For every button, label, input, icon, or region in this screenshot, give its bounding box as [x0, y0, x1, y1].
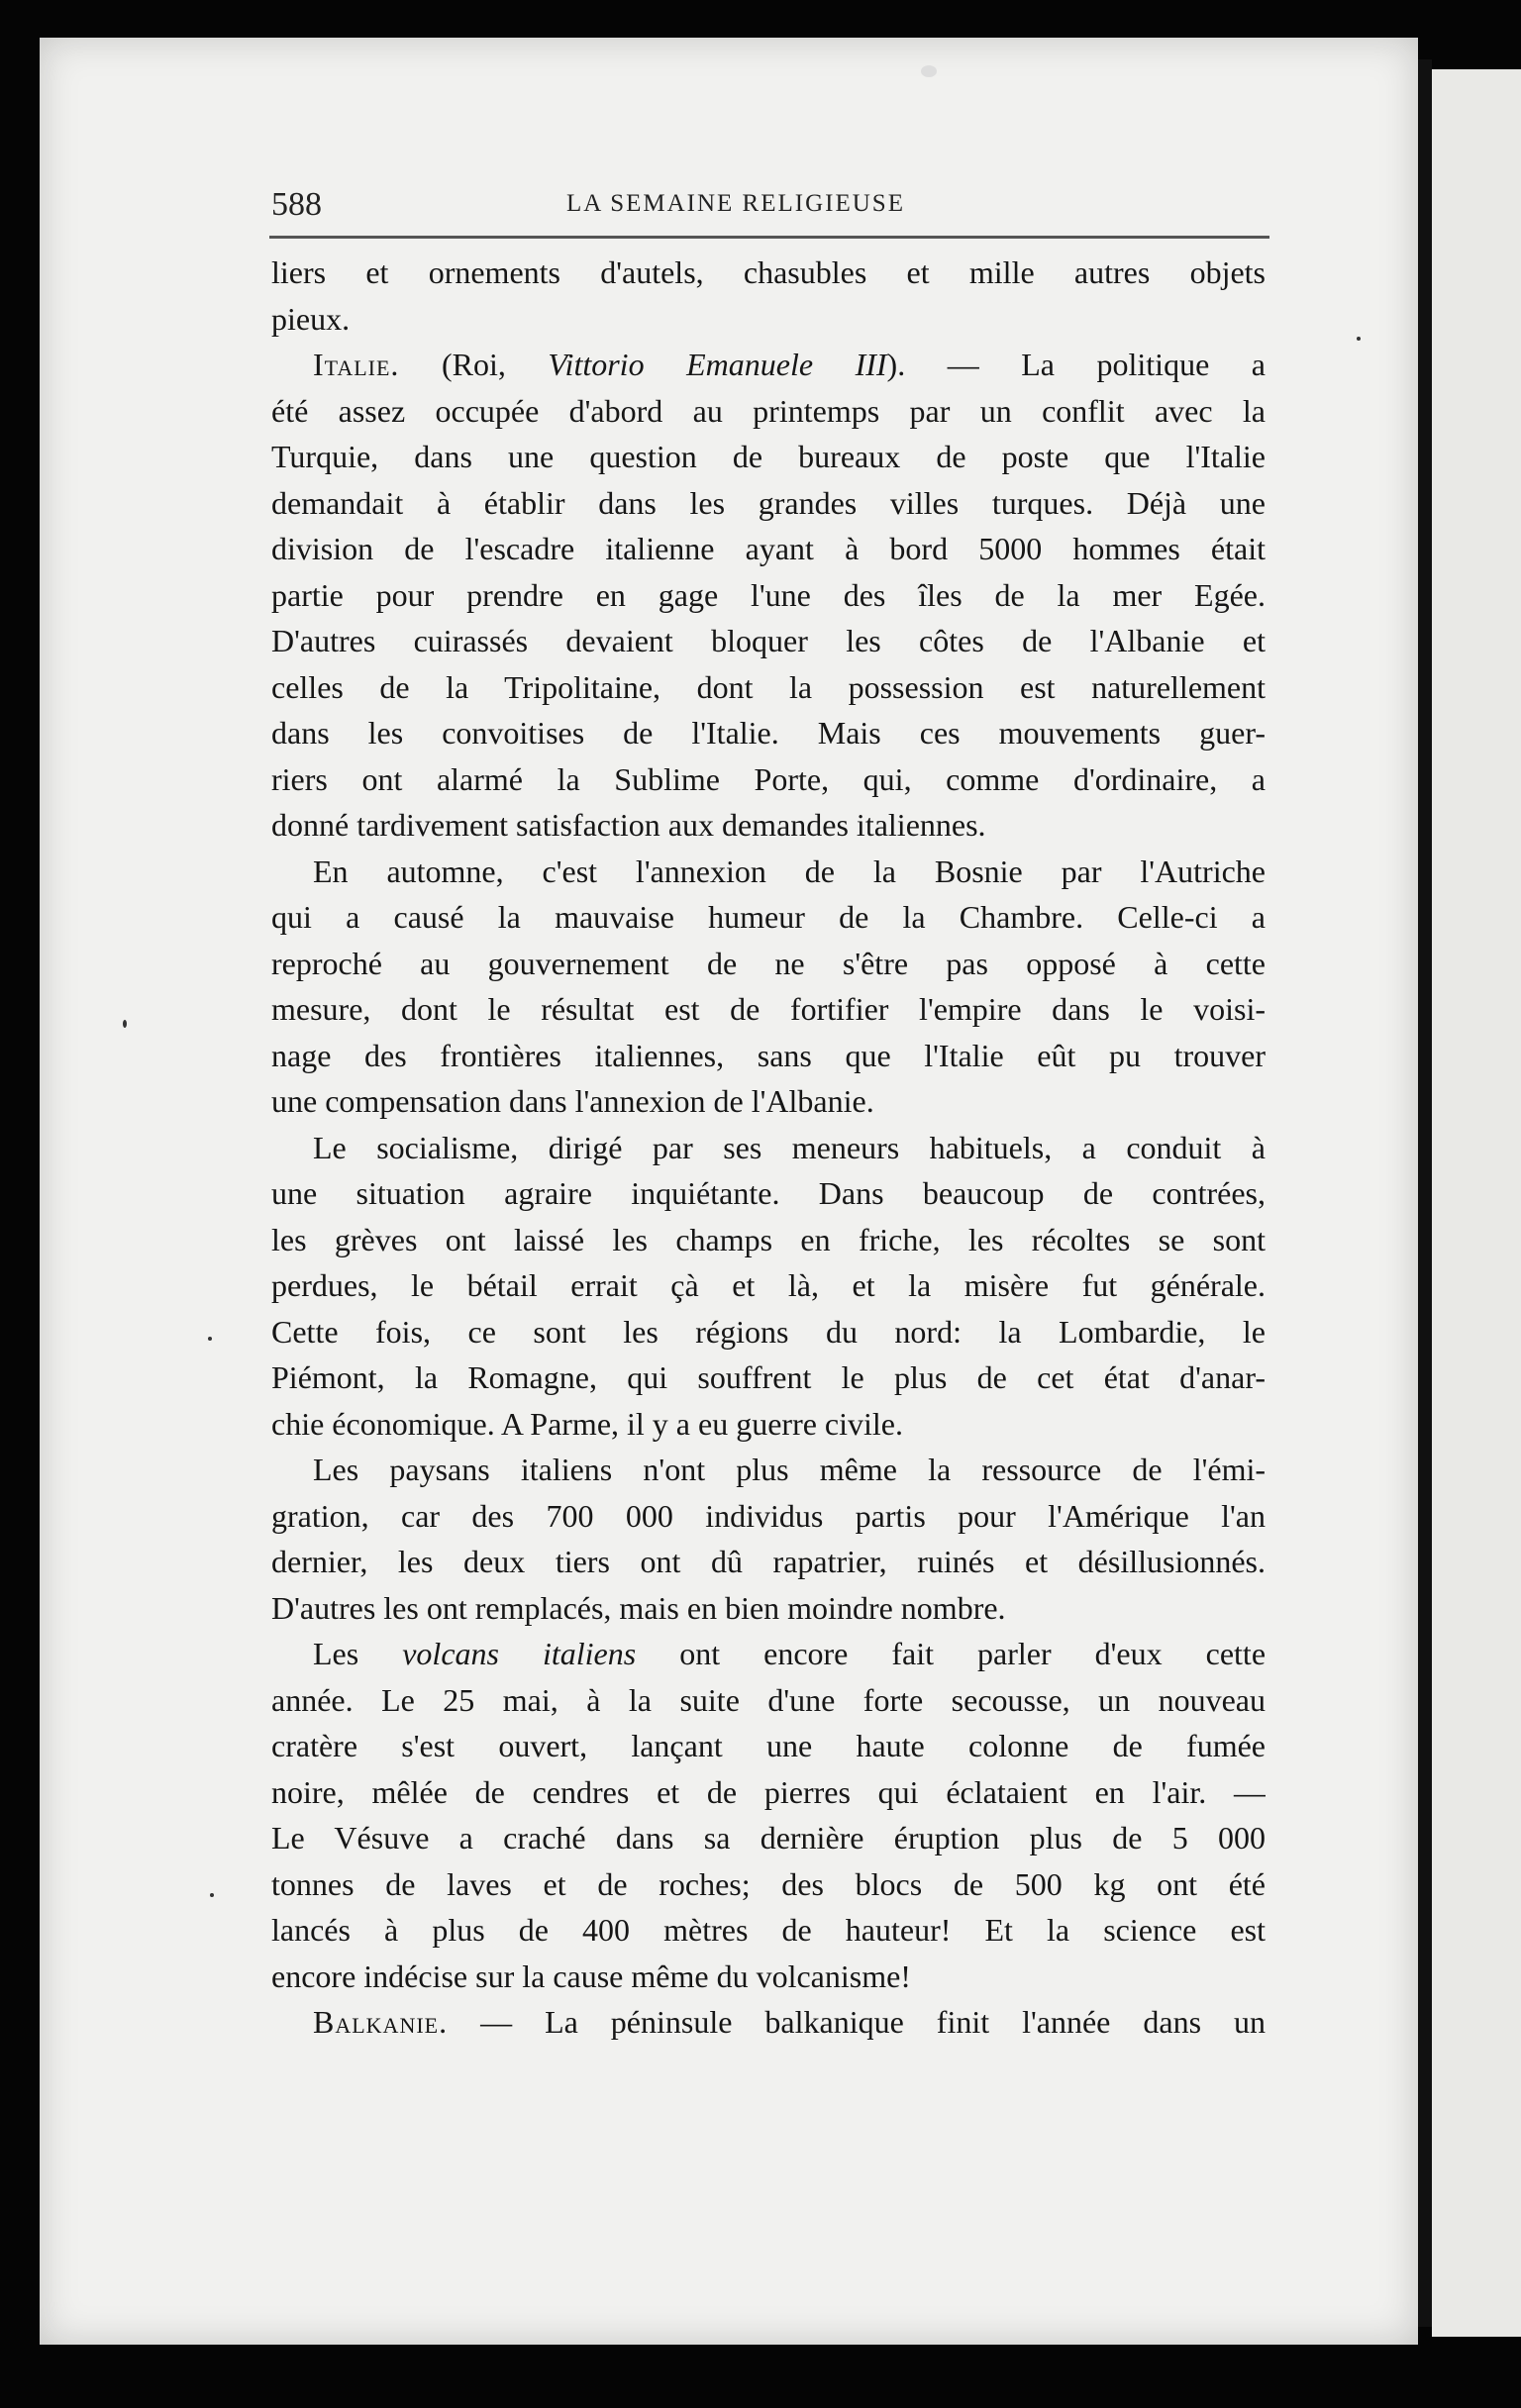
scan-speck: [208, 1337, 212, 1341]
text-line: En automne, c'est l'annexion de la Bosnie par l'Autriche: [313, 853, 1266, 889]
text-line: une situation agraire inquiétante. Dans beaucoup de contrées,: [271, 1175, 1266, 1211]
text-line: [271, 1999, 1266, 2046]
body-text: [271, 250, 1266, 2046]
text-line: encore indécise sur la cause même du volcanisme!: [271, 1957, 911, 1994]
scan-speck: [123, 1020, 127, 1028]
text-line: perdues, le bétail errait çà et là, et la misère fut générale.: [271, 1267, 1266, 1303]
text-line: dernier, les deux tiers ont dû rapatrier, ruinés et désillusionnés.: [271, 1544, 1266, 1579]
text-line: pieux.: [271, 300, 351, 337]
text-line: demandait à établir dans les grandes villes turques. Déjà une: [271, 484, 1266, 521]
text-line: D'autres les ont remplacés, mais en bien moindre nombre.: [271, 1589, 1006, 1626]
section-heading: Balkanie.: [313, 2004, 449, 2040]
scan-speck: [921, 65, 937, 77]
text-line: [271, 1631, 1266, 1677]
text-line: Turquie, dans une question de bureaux de poste que l'Italie: [271, 439, 1266, 474]
text-line: dans les convoitises de l'Italie. Mais ces mouvements guer-: [271, 715, 1266, 751]
text-line: partie pour prendre en gage l'une des îles de la mer Egée.: [271, 576, 1266, 613]
text-fragment: ). — La politique a: [886, 347, 1266, 382]
text-line: Cette fois, ce sont les régions du nord: la Lombardie, le: [271, 1313, 1266, 1350]
text-line: reproché au gouvernement de ne s'être pas opposé à cette: [271, 945, 1266, 981]
text-line: tonnes de laves et de roches; des blocs de 500 kg ont été: [271, 1865, 1266, 1902]
scan-speck: [210, 1893, 214, 1897]
text-line: lancés à plus de 400 mètres de hauteur! Et la science est: [271, 1912, 1266, 1948]
text-line: liers et ornements d'autels, chasubles et mille autres objets: [271, 254, 1266, 290]
text-line: [271, 342, 1266, 388]
text-line: D'autres cuirassés devaient bloquer les côtes de l'Albanie et: [271, 623, 1266, 658]
text-line: gration, car des 700 000 individus partis pour l'Amérique l'an: [271, 1497, 1266, 1534]
adjacent-page-edge: [1432, 69, 1521, 2337]
text-line: qui a causé la mauvaise humeur de la Chambre. Celle-ci a: [271, 899, 1266, 935]
text-line: les grèves ont laissé les champs en friche, les récoltes se sont: [271, 1221, 1266, 1257]
text-line: donné tardivement satisfaction aux demandes italiennes.: [271, 807, 986, 843]
text-line: division de l'escadre italienne ayant à bord 5000 hommes était: [271, 531, 1266, 566]
text-fragment: — La péninsule balkanique finit l'année dans un: [448, 2004, 1266, 2040]
running-title: LA SEMAINE RELIGIEUSE: [566, 190, 905, 217]
page-number: 588: [271, 186, 322, 223]
text-line: mesure, dont le résultat est de fortifier l'empire dans le voisi-: [271, 991, 1266, 1027]
italic-phrase: volcans italiens: [402, 1636, 637, 1671]
text-line: celles de la Tripolitaine, dont la possession est naturellement: [271, 668, 1266, 705]
page-gutter: [1418, 59, 1432, 2327]
scan-speck: [1357, 337, 1361, 341]
text-line: été assez occupée d'abord au printemps par un conflit avec la: [271, 392, 1266, 429]
text-line: une compensation dans l'annexion de l'Albanie.: [271, 1083, 874, 1119]
header-rule: [269, 236, 1269, 239]
text-fragment: ont encore fait parler d'eux cette: [636, 1636, 1266, 1671]
page-header: [230, 178, 1268, 238]
text-line: Piémont, la Romagne, qui souffrent le plus de cet état d'anar-: [271, 1359, 1266, 1395]
text-fragment: Les: [313, 1636, 403, 1671]
text-line: Le socialisme, dirigé par ses meneurs habituels, a conduit à: [313, 1129, 1266, 1165]
italic-name: Vittorio Emanuele III: [548, 347, 887, 382]
text-line: Le Vésuve a craché dans sa dernière éruption plus de 5 000: [271, 1820, 1266, 1856]
text-line: cratère s'est ouvert, lançant une haute colonne de fumée: [271, 1728, 1266, 1763]
text-fragment: (Roi,: [399, 347, 549, 382]
text-line: riers ont alarmé la Sublime Porte, qui, comme d'ordinaire, a: [271, 760, 1266, 797]
section-heading: Italie.: [313, 347, 400, 382]
text-line: Les paysans italiens n'ont plus même la ressource de l'émi-: [313, 1452, 1266, 1487]
text-line: noire, mêlée de cendres et de pierres qui éclataient en l'air. —: [271, 1773, 1266, 1810]
text-line: nage des frontières italiennes, sans que l'Italie eût pu trouver: [271, 1037, 1266, 1073]
text-line: chie économique. A Parme, il y a eu guerre civile.: [271, 1405, 903, 1442]
text-line: année. Le 25 mai, à la suite d'une forte secousse, un nouveau: [271, 1681, 1266, 1718]
